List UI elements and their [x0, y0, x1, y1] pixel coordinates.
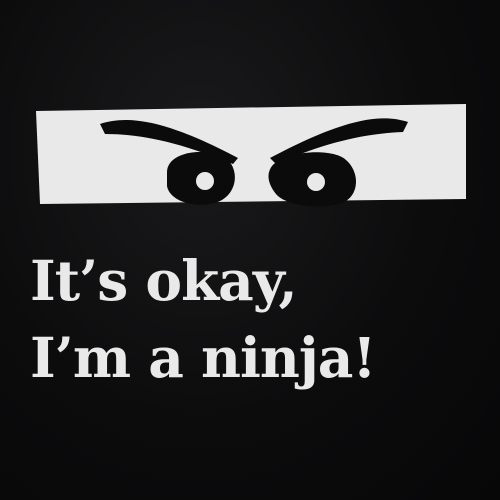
left-pupil-highlight — [196, 172, 214, 190]
ninja-mask-band — [36, 104, 466, 204]
left-eye — [167, 152, 235, 205]
right-eye — [269, 152, 357, 206]
slogan-line-1: It’s okay, — [30, 248, 297, 313]
slogan-line-2: I’m a ninja! — [30, 325, 376, 390]
right-pupil-highlight — [307, 173, 325, 191]
